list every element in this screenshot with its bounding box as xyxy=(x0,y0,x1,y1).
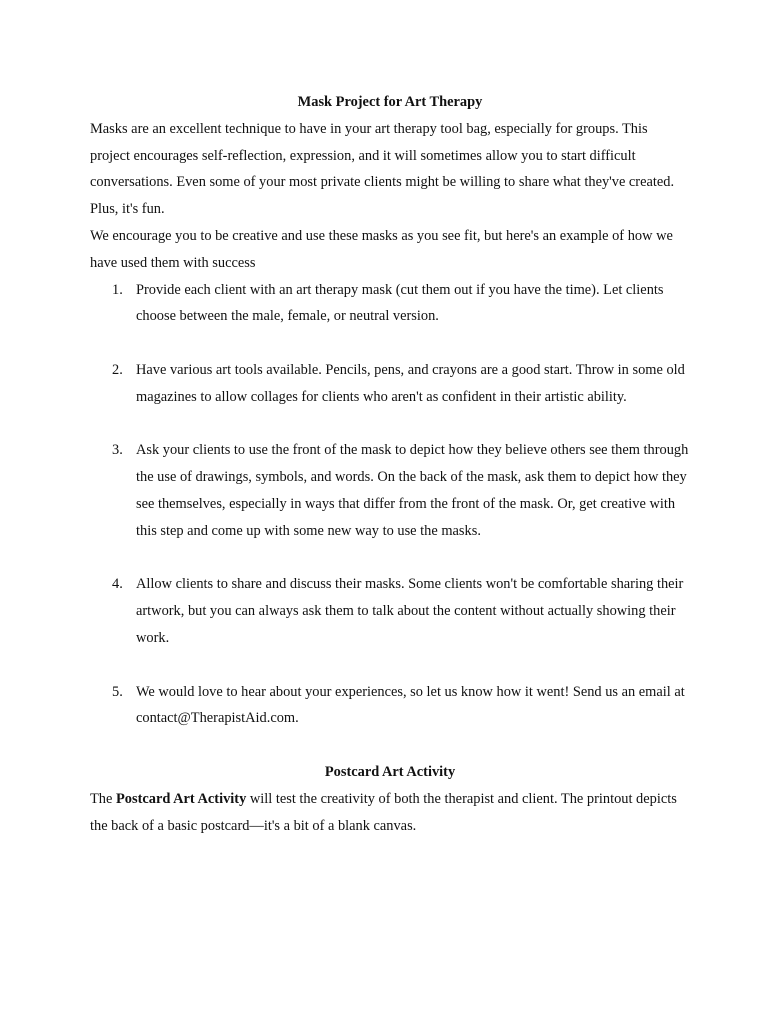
postcard-activity-title: Postcard Art Activity xyxy=(324,763,456,780)
mask-steps-list xyxy=(90,277,690,733)
step-number: 4. xyxy=(112,576,123,593)
step-text: Have various art tools available. Pencils, pens, and crayons are a good start. Throw in some old magazines to allow collages for clients who aren't as confident in their artistic ability. xyxy=(136,361,685,405)
list-item xyxy=(112,571,690,651)
postcard-activity-paragraph xyxy=(90,786,690,840)
list-item xyxy=(112,679,690,733)
step-text: Allow clients to share and discuss their masks. Some clients won't be comfortable sharing their artwork, but you can always ask them to talk about the content without actually showing their work. xyxy=(136,576,684,646)
list-item xyxy=(112,357,690,411)
postcard-text-before: The xyxy=(90,790,116,807)
document-content xyxy=(90,89,690,839)
step-number: 5. xyxy=(112,683,123,700)
mask-intro-paragraph: Masks are an excellent technique to have in your art therapy tool bag, especially for groups. This project encourages self-reflection, expression, and it will sometimes allow you to start difficult conversations. Even some of your most private clients might be willing to share what they've created. Plus, it's fun. xyxy=(90,120,675,218)
postcard-text-after: will test the creativity of both the therapist and client. The printout depicts the back of a basic postcard—it's a bit of a blank canvas. xyxy=(90,790,677,834)
step-number: 1. xyxy=(112,281,123,298)
step-text: Provide each client with an art therapy mask (cut them out if you have the time). Let clients choose between the male, female, or neutral version. xyxy=(136,281,664,325)
step-number: 3. xyxy=(112,442,123,459)
list-item xyxy=(112,437,690,544)
step-text: Ask your clients to use the front of the mask to depict how they believe others see them through the use of drawings, symbols, and words. On the back of the mask, ask them to depict how they see themselves, especially in ways that differ from the front of the mask. Or, get creative with this step and come up with some new way to use the masks. xyxy=(136,442,689,539)
mask-project-title: Mask Project for Art Therapy xyxy=(297,94,483,110)
postcard-activity-bold-name: Postcard Art Activity xyxy=(115,790,247,807)
step-number: 2. xyxy=(112,361,123,378)
list-item xyxy=(112,277,690,331)
mask-encourage-paragraph: We encourage you to be creative and use these masks as you see fit, but here's an example of how we have used them with success xyxy=(90,227,673,271)
step-text: We would love to hear about your experiences, so let us know how it went! Send us an email at contact@TherapistAid.com. xyxy=(136,683,685,727)
